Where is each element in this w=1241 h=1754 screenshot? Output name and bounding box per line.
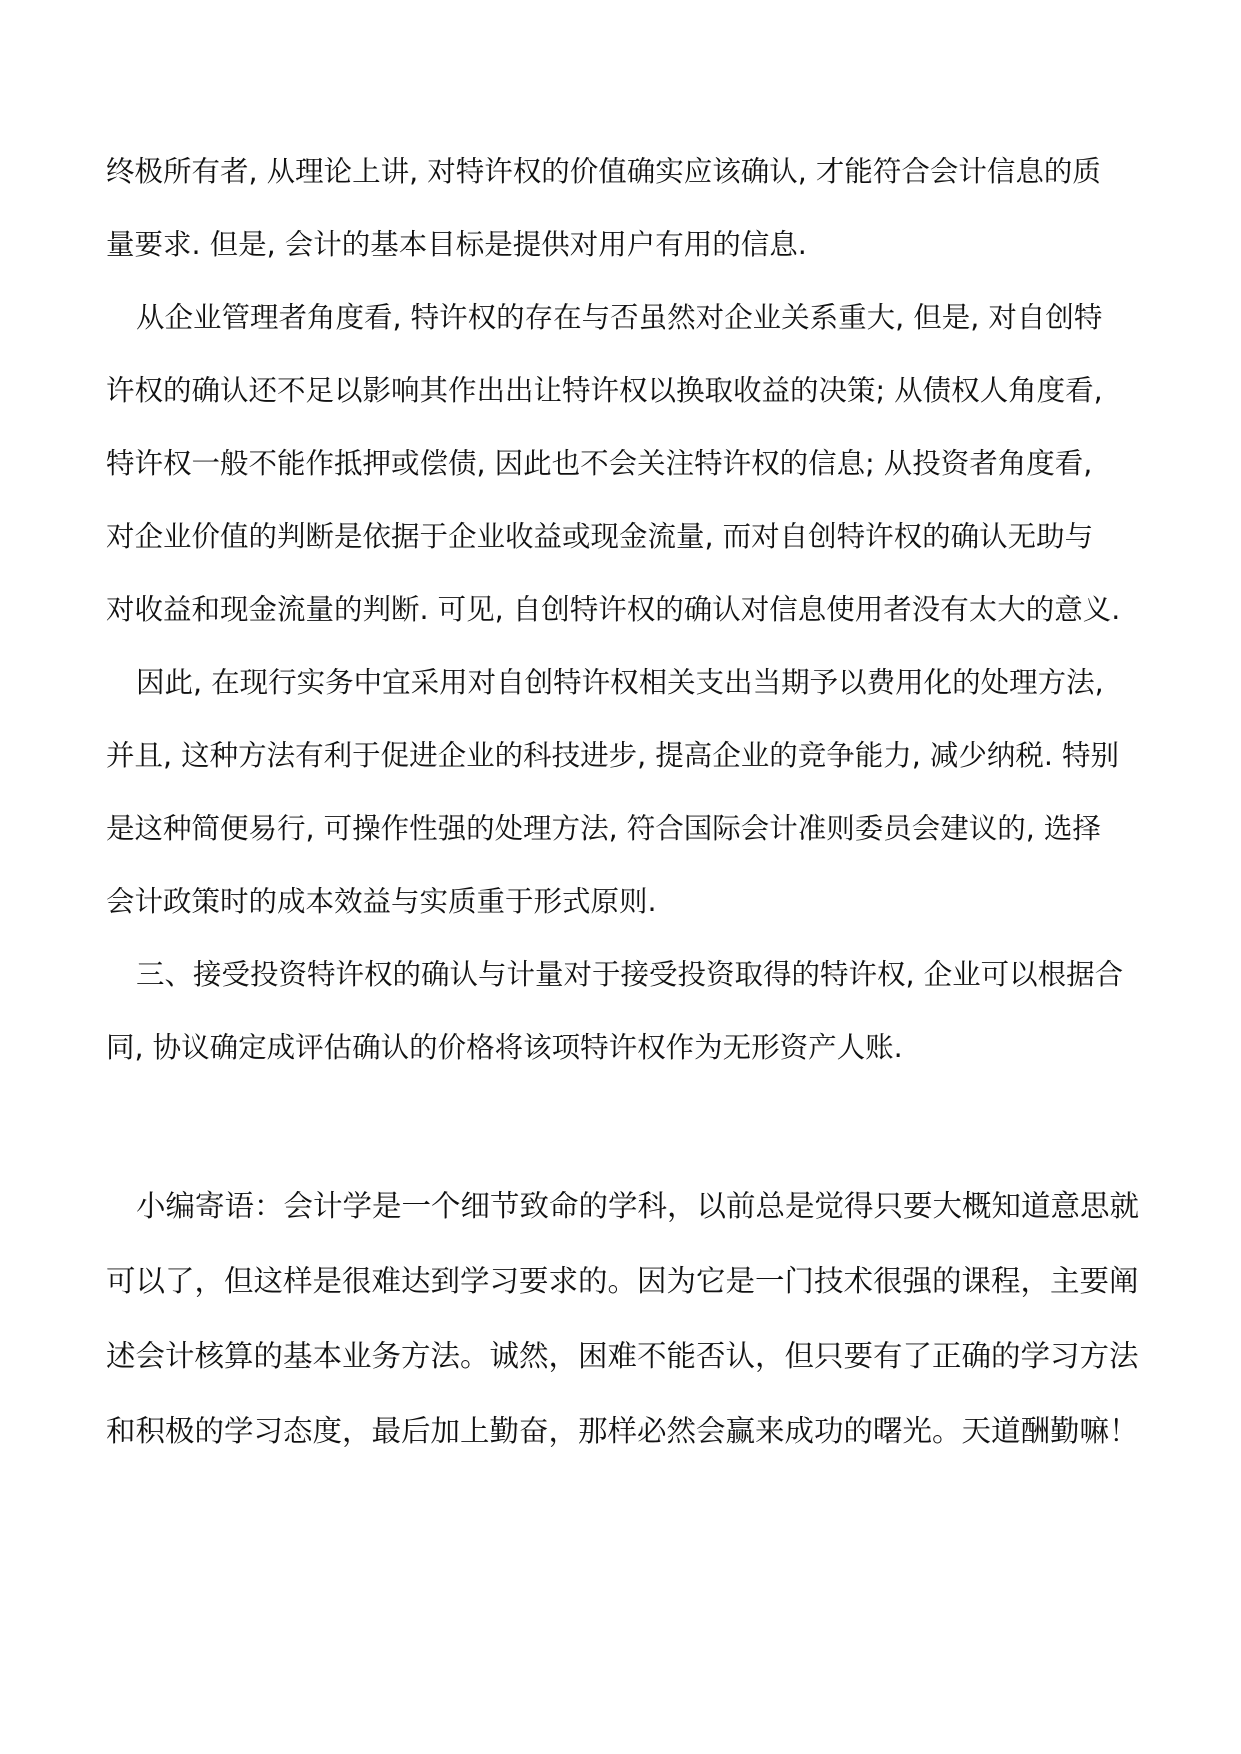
text-line: 同, 协议确定成评估确认的价格将该项特许权作为无形资产人账. bbox=[106, 1031, 903, 1064]
text-line: 对企业价值的判断是依据于企业收益或现金流量, 而对自创特许权的确认无助与 bbox=[106, 520, 1094, 553]
text-line: 述会计核算的基本业务方法。诚然，困难不能否认，但只要有了正确的学习方法 bbox=[106, 1339, 1139, 1373]
text-line: 三、接受投资特许权的确认与计量对于接受投资取得的特许权, 企业可以根据合 bbox=[136, 958, 1124, 991]
text-line: 小编寄语：会计学是一个细节致命的学科，以前总是觉得只要大概知道意思就 bbox=[136, 1189, 1140, 1223]
text-line: 因此, 在现行实务中宜采用对自创特许权相关支出当期予以费用化的处理方法, bbox=[136, 666, 1104, 699]
text-line: 是这种简便易行, 可操作性强的处理方法, 符合国际会计准则委员会建议的, 选择 bbox=[106, 812, 1101, 845]
text-line: 特许权一般不能作抵押或偿债, 因此也不会关注特许权的信息; 从投资者角度看, bbox=[106, 447, 1093, 480]
text-line: 并且, 这种方法有利于促进企业的科技进步, 提高企业的竞争能力, 减少纳税. 特别 bbox=[106, 739, 1119, 772]
text-line: 可以了，但这样是很难达到学习要求的。因为它是一门技术很强的课程，主要阐 bbox=[106, 1264, 1139, 1298]
text-line: 许权的确认还不足以影响其作出出让特许权以换取收益的决策; 从债权人角度看, bbox=[106, 374, 1103, 407]
text-line: 终极所有者, 从理论上讲, 对特许权的价值确实应该确认, 才能符合会计信息的质 bbox=[106, 155, 1101, 188]
text-line: 量要求. 但是, 会计的基本目标是提供对用户有用的信息. bbox=[106, 228, 807, 261]
text-line: 会计政策时的成本效益与实质重于形式原则. bbox=[106, 885, 657, 918]
text-line: 和积极的学习态度，最后加上勤奋，那样必然会赢来成功的曙光。天道酬勤嘛！ bbox=[106, 1414, 1139, 1448]
text-line: 对收益和现金流量的判断. 可见, 自创特许权的确认对信息使用者没有太大的意义. bbox=[106, 593, 1121, 626]
text-line: 从企业管理者角度看, 特许权的存在与否虽然对企业关系重大, 但是, 对自创特 bbox=[136, 301, 1103, 334]
